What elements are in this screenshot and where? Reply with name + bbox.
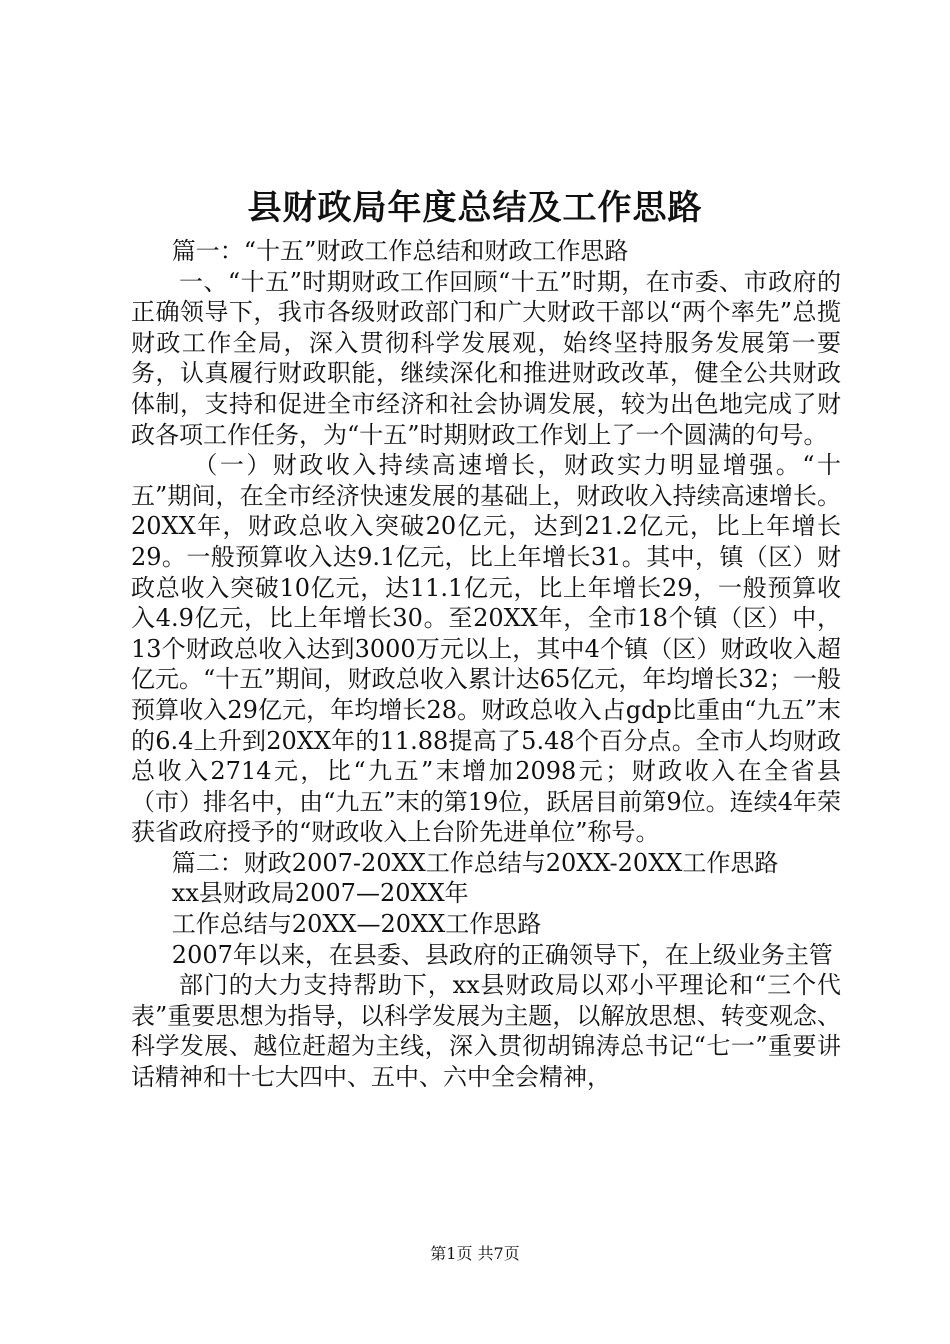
section-heading-part-two: 篇二：财政2007-20XX工作总结与20XX-20XX工作思路 xyxy=(171,848,779,877)
section-heading-part-one: 篇一：“十五”财政工作总结和财政工作思路 xyxy=(171,237,629,265)
paragraph-review: 一、“十五”时期财政工作回顾“十五”时期，在市委、市政府的正确领导下，我市各级财政部门和广大财政干部以“两个率先”总揽财政工作全局，深入贯彻科学发展观，始终坚持服务发展第一要务，认真履行财政职能，继续深化和推进财政改革，健全公共财政体制，支持和促进全市经济和社会协调发展，较为出色地完成了财政各项工作任务，为“十五”时期财政工作划上了一个圆满的句号。 xyxy=(131,267,841,449)
paragraph-intro: 2007年以来，在县委、县政府的正确领导下，在上级业务主管 xyxy=(171,940,833,969)
subtitle-bureau-years: xx县财政局2007—20XX年 xyxy=(171,879,469,908)
subtitle-summary-ideas: 工作总结与20XX—20XX工作思路 xyxy=(171,910,542,939)
paragraph-guidance: 部门的大力支持帮助下，xx县财政局以邓小平理论和“三个代表”重要思想为指导，以科学发展为主题，以解放思想、转变观念、科学发展、越位赶超为主线，深入贯彻胡锦涛总书记“七一”重要讲话精神和十七大四中、五中、六中全会精神， xyxy=(131,971,841,1092)
page-number-footer: 第1页 共7页 xyxy=(430,1244,520,1263)
document-body xyxy=(131,236,841,1093)
paragraph-revenue-growth: （一）财政收入持续高速增长，财政实力明显增强。“十五”期间，在全市经济快速发展的基础上，财政收入持续高速增长。20XX年，财政总收入突破20亿元，达到21.2亿元，比上年增长29。一般预算收入达9.1亿元，比上年增长31。其中，镇（区）财政总收入突破10亿元，达11.1亿元，比上年增长29，一般预算收入4.9亿元，比上年增长30。至20XX年，全市18个镇（区）中，13个财政总收入达到3000万元以上，其中4个镇（区）财政收入超亿元。“十五”期间，财政总收入累计达65亿元，年均增长32；一般预算收入29亿元，年均增长28。财政总收入占gdp比重由“九五”末的6.4上升到20XX年的11.88提高了5.48个百分点。全市人均财政总收入2714元，比“九五”末增加2098元；财政收入在全省县（市）排名中，由“九五”末的第19位，跃居目前第9位。连续4年荣获省政府授予的“财政收入上台阶先进单位”称号。 xyxy=(131,451,841,847)
document-title: 县财政局年度总结及工作思路 xyxy=(247,188,703,228)
